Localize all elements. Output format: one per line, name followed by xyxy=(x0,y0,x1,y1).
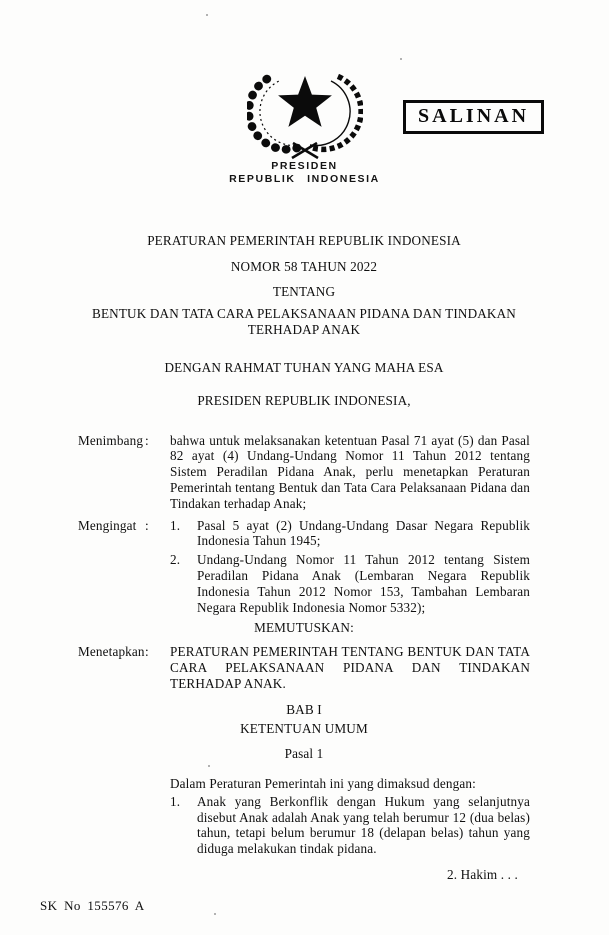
establishing-label: Menetapkan xyxy=(78,644,145,660)
scan-speck xyxy=(206,14,208,16)
regulation-subject: BENTUK DAN TATA CARA PELAKSANAAN PIDANA DAN TINDAKAN TERHADAP ANAK xyxy=(92,306,516,338)
letterhead-line1: PRESIDEN xyxy=(271,160,338,172)
scan-speck xyxy=(400,58,402,60)
colon: : xyxy=(145,517,149,533)
tentang-label: TENTANG xyxy=(272,283,336,299)
grace-line: DENGAN RAHMAT TUHAN YANG MAHA ESA xyxy=(164,359,444,375)
considering-label: Menimbang xyxy=(78,432,144,448)
presidential-emblem-icon xyxy=(247,60,363,162)
regulation-title: PERATURAN PEMERINTAH REPUBLIK INDONESIA xyxy=(147,233,461,248)
list-item: Anak yang Berkonflik dengan Hukum yang selanjutnya disebut Anak adalah Anak yang telah berumur 12 (dua belas) tahun, tetapi belum berumur 18 (delapan belas) tahun yang diduga melakukan tindak pidana. xyxy=(197,793,530,857)
chapter-number: BAB I xyxy=(286,701,322,717)
authority-line: PRESIDEN REPUBLIK INDONESIA, xyxy=(197,392,411,408)
letterhead xyxy=(0,160,609,186)
list-item: Undang-Undang Nomor 11 Tahun 2012 tentang Sistem Peradilan Pidana Anak (Lembaran Negara Republik Indonesia Tahun 2012 Nomor 153, Tambahan Lembaran Negara Republik Indonesia Nomor 5332); xyxy=(197,552,530,615)
considering-text: bahwa untuk melaksanakan ketentuan Pasal 71 ayat (5) dan Pasal 82 ayat (4) Undang-Undang Nomor 11 Tahun 2012 tentang Sistem Peradilan Pidana Anak, perlu menetapkan Peraturan Pemerintah tentang Bentuk dan Tata Cara Pelaksanaan Pidana dan Tindakan terhadap Anak; xyxy=(170,432,530,511)
article-number: Pasal 1 xyxy=(284,746,324,762)
remembering-list xyxy=(170,518,530,616)
article-intro: Dalam Peraturan Pemerintah ini yang dimaksud dengan: xyxy=(170,775,476,791)
list-number: 1. xyxy=(170,517,181,533)
catchword: 2. Hakim . . . xyxy=(447,866,518,882)
list-number: 1. xyxy=(170,793,181,809)
list-number: 2. xyxy=(170,552,181,568)
regulation-number: NOMOR 58 TAHUN 2022 xyxy=(230,258,378,274)
document-body xyxy=(78,233,530,883)
letterhead-line2: REPUBLIK INDONESIA xyxy=(229,173,380,185)
remembering-label: Mengingat xyxy=(78,517,137,533)
sk-number: SK No 155576 A xyxy=(40,898,145,913)
colon: : xyxy=(145,432,149,448)
scan-speck xyxy=(214,913,216,915)
deciding-heading: MEMUTUSKAN: xyxy=(254,620,354,636)
establishing-text: PERATURAN PEMERINTAH TENTANG BENTUK DAN TATA CARA PELAKSANAAN PIDANA DAN TINDAKAN TERHADAP ANAK. xyxy=(170,644,530,691)
list-item: Pasal 5 ayat (2) Undang-Undang Dasar Negara Republik Indonesia Tahun 1945; xyxy=(197,517,530,549)
article-list xyxy=(170,794,530,857)
considering-section xyxy=(78,433,530,512)
remembering-section xyxy=(78,518,530,616)
salinan-stamp: SALINAN xyxy=(403,100,544,134)
star-icon xyxy=(278,76,332,127)
chapter-title: KETENTUAN UMUM xyxy=(240,721,368,737)
establishing-section xyxy=(78,644,530,691)
colon: : xyxy=(145,644,149,660)
